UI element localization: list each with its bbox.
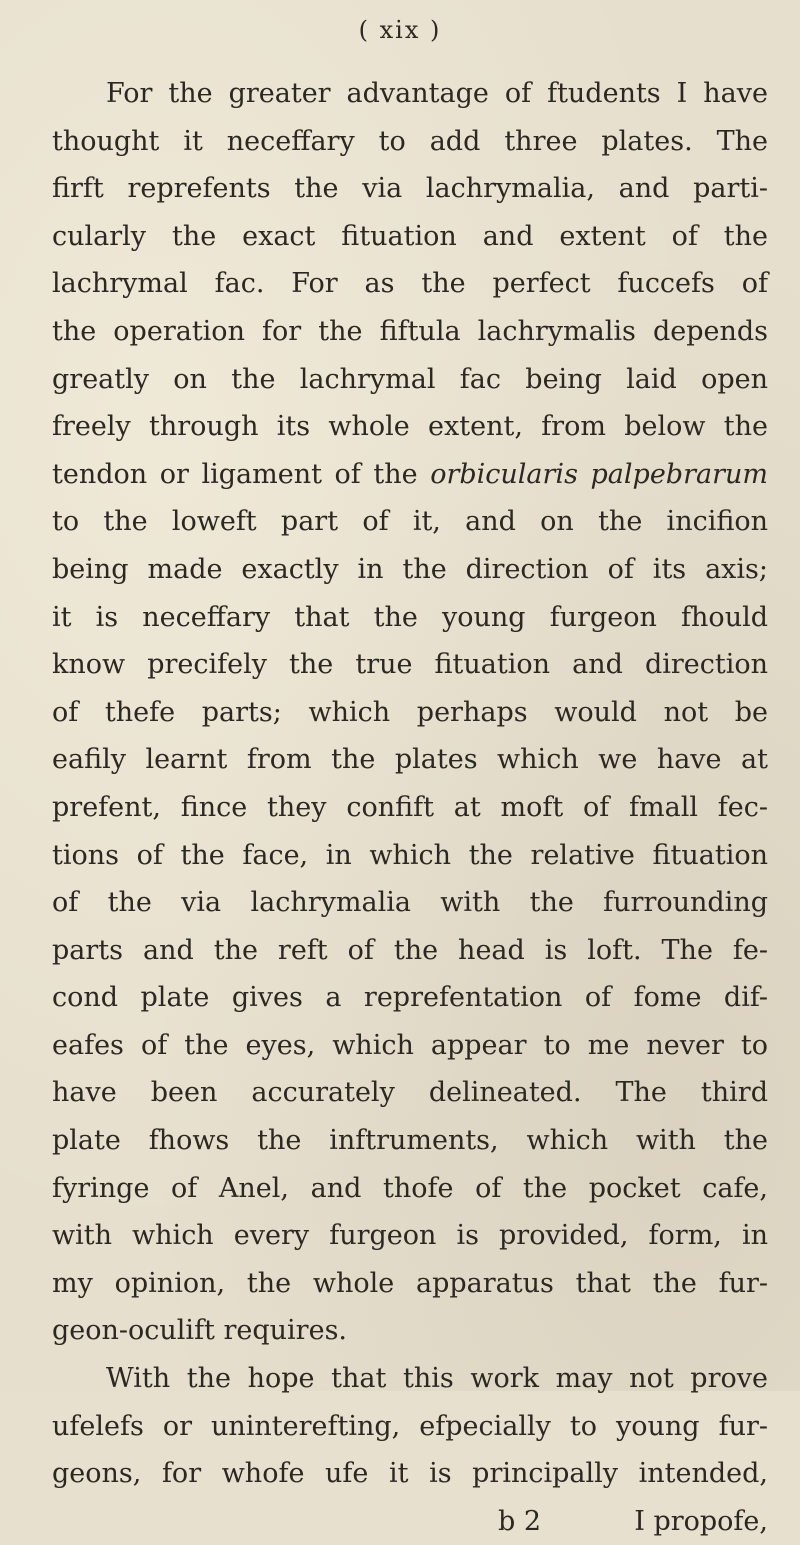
text-line: have been accurately delineated. The third bbox=[52, 1077, 768, 1109]
text-line: geons, for whofe ufe it is principally intended, bbox=[52, 1458, 768, 1490]
page-footer bbox=[52, 1498, 768, 1545]
text-line: eafes of the eyes, which appear to me never to bbox=[52, 1029, 768, 1061]
text-line: thought it neceffary to add three plates. The bbox=[52, 125, 768, 157]
text-line: freely through its whole extent, from below the bbox=[52, 411, 768, 443]
text-line: cond plate gives a reprefentation of fome dif- bbox=[52, 982, 768, 1014]
text-run: tendon or ligament of the bbox=[52, 458, 431, 490]
text-line: being made exactly in the direction of its axis; bbox=[52, 553, 768, 585]
text-line: cularly the exact fituation and extent of the bbox=[52, 220, 768, 252]
text-line: For the greater advantage of ftudents I have bbox=[106, 78, 768, 109]
text-line: the operation for the fiftula lachrymalis depends bbox=[52, 315, 768, 347]
page-number: ( xix ) bbox=[358, 16, 442, 44]
text-line bbox=[52, 451, 768, 499]
text-line: parts and the reft of the head is loft. The fe- bbox=[52, 934, 768, 966]
text-line: eafily learnt from the plates which we have at bbox=[52, 744, 768, 776]
text-line: firft reprefents the via lachrymalia, and parti- bbox=[52, 173, 768, 205]
italic-term: orbicularis palpebrarum bbox=[430, 458, 768, 490]
text-line: of the via lachrymalia with the furrounding bbox=[52, 887, 768, 919]
text-line: with which every furgeon is provided, form, in bbox=[52, 1220, 768, 1252]
catchword: I propofe, bbox=[634, 1505, 768, 1537]
signature-mark: b 2 bbox=[498, 1505, 542, 1537]
text-line: prefent, fince they confift at moft of fmall fec- bbox=[52, 791, 768, 823]
text-line: tions of the face, in which the relative fituation bbox=[52, 839, 768, 871]
text-line: geon-oculift requires. bbox=[52, 1315, 348, 1347]
text-line: to the loweft part of it, and on the incifion bbox=[52, 506, 768, 538]
text-line: fyringe of Anel, and thofe of the pocket cafe, bbox=[52, 1172, 768, 1204]
page-text bbox=[52, 70, 768, 1545]
text-line: my opinion, the whole apparatus that the fur- bbox=[52, 1267, 768, 1299]
text-line: know precifely the true fituation and direction bbox=[52, 649, 768, 681]
text-line: lachrymal fac. For as the perfect fuccefs of bbox=[52, 268, 768, 300]
text-line: greatly on the lachrymal fac being laid open bbox=[52, 363, 768, 395]
text-line: of thefe parts; which perhaps would not be bbox=[52, 696, 768, 728]
text-line: With the hope that this work may not prove bbox=[106, 1363, 768, 1395]
text-line: plate fhows the inftruments, which with the bbox=[52, 1125, 768, 1157]
text-line: ufelefs or uninterefting, efpecially to young fur- bbox=[52, 1410, 768, 1442]
text-line: it is neceffary that the young furgeon fhould bbox=[52, 601, 768, 633]
